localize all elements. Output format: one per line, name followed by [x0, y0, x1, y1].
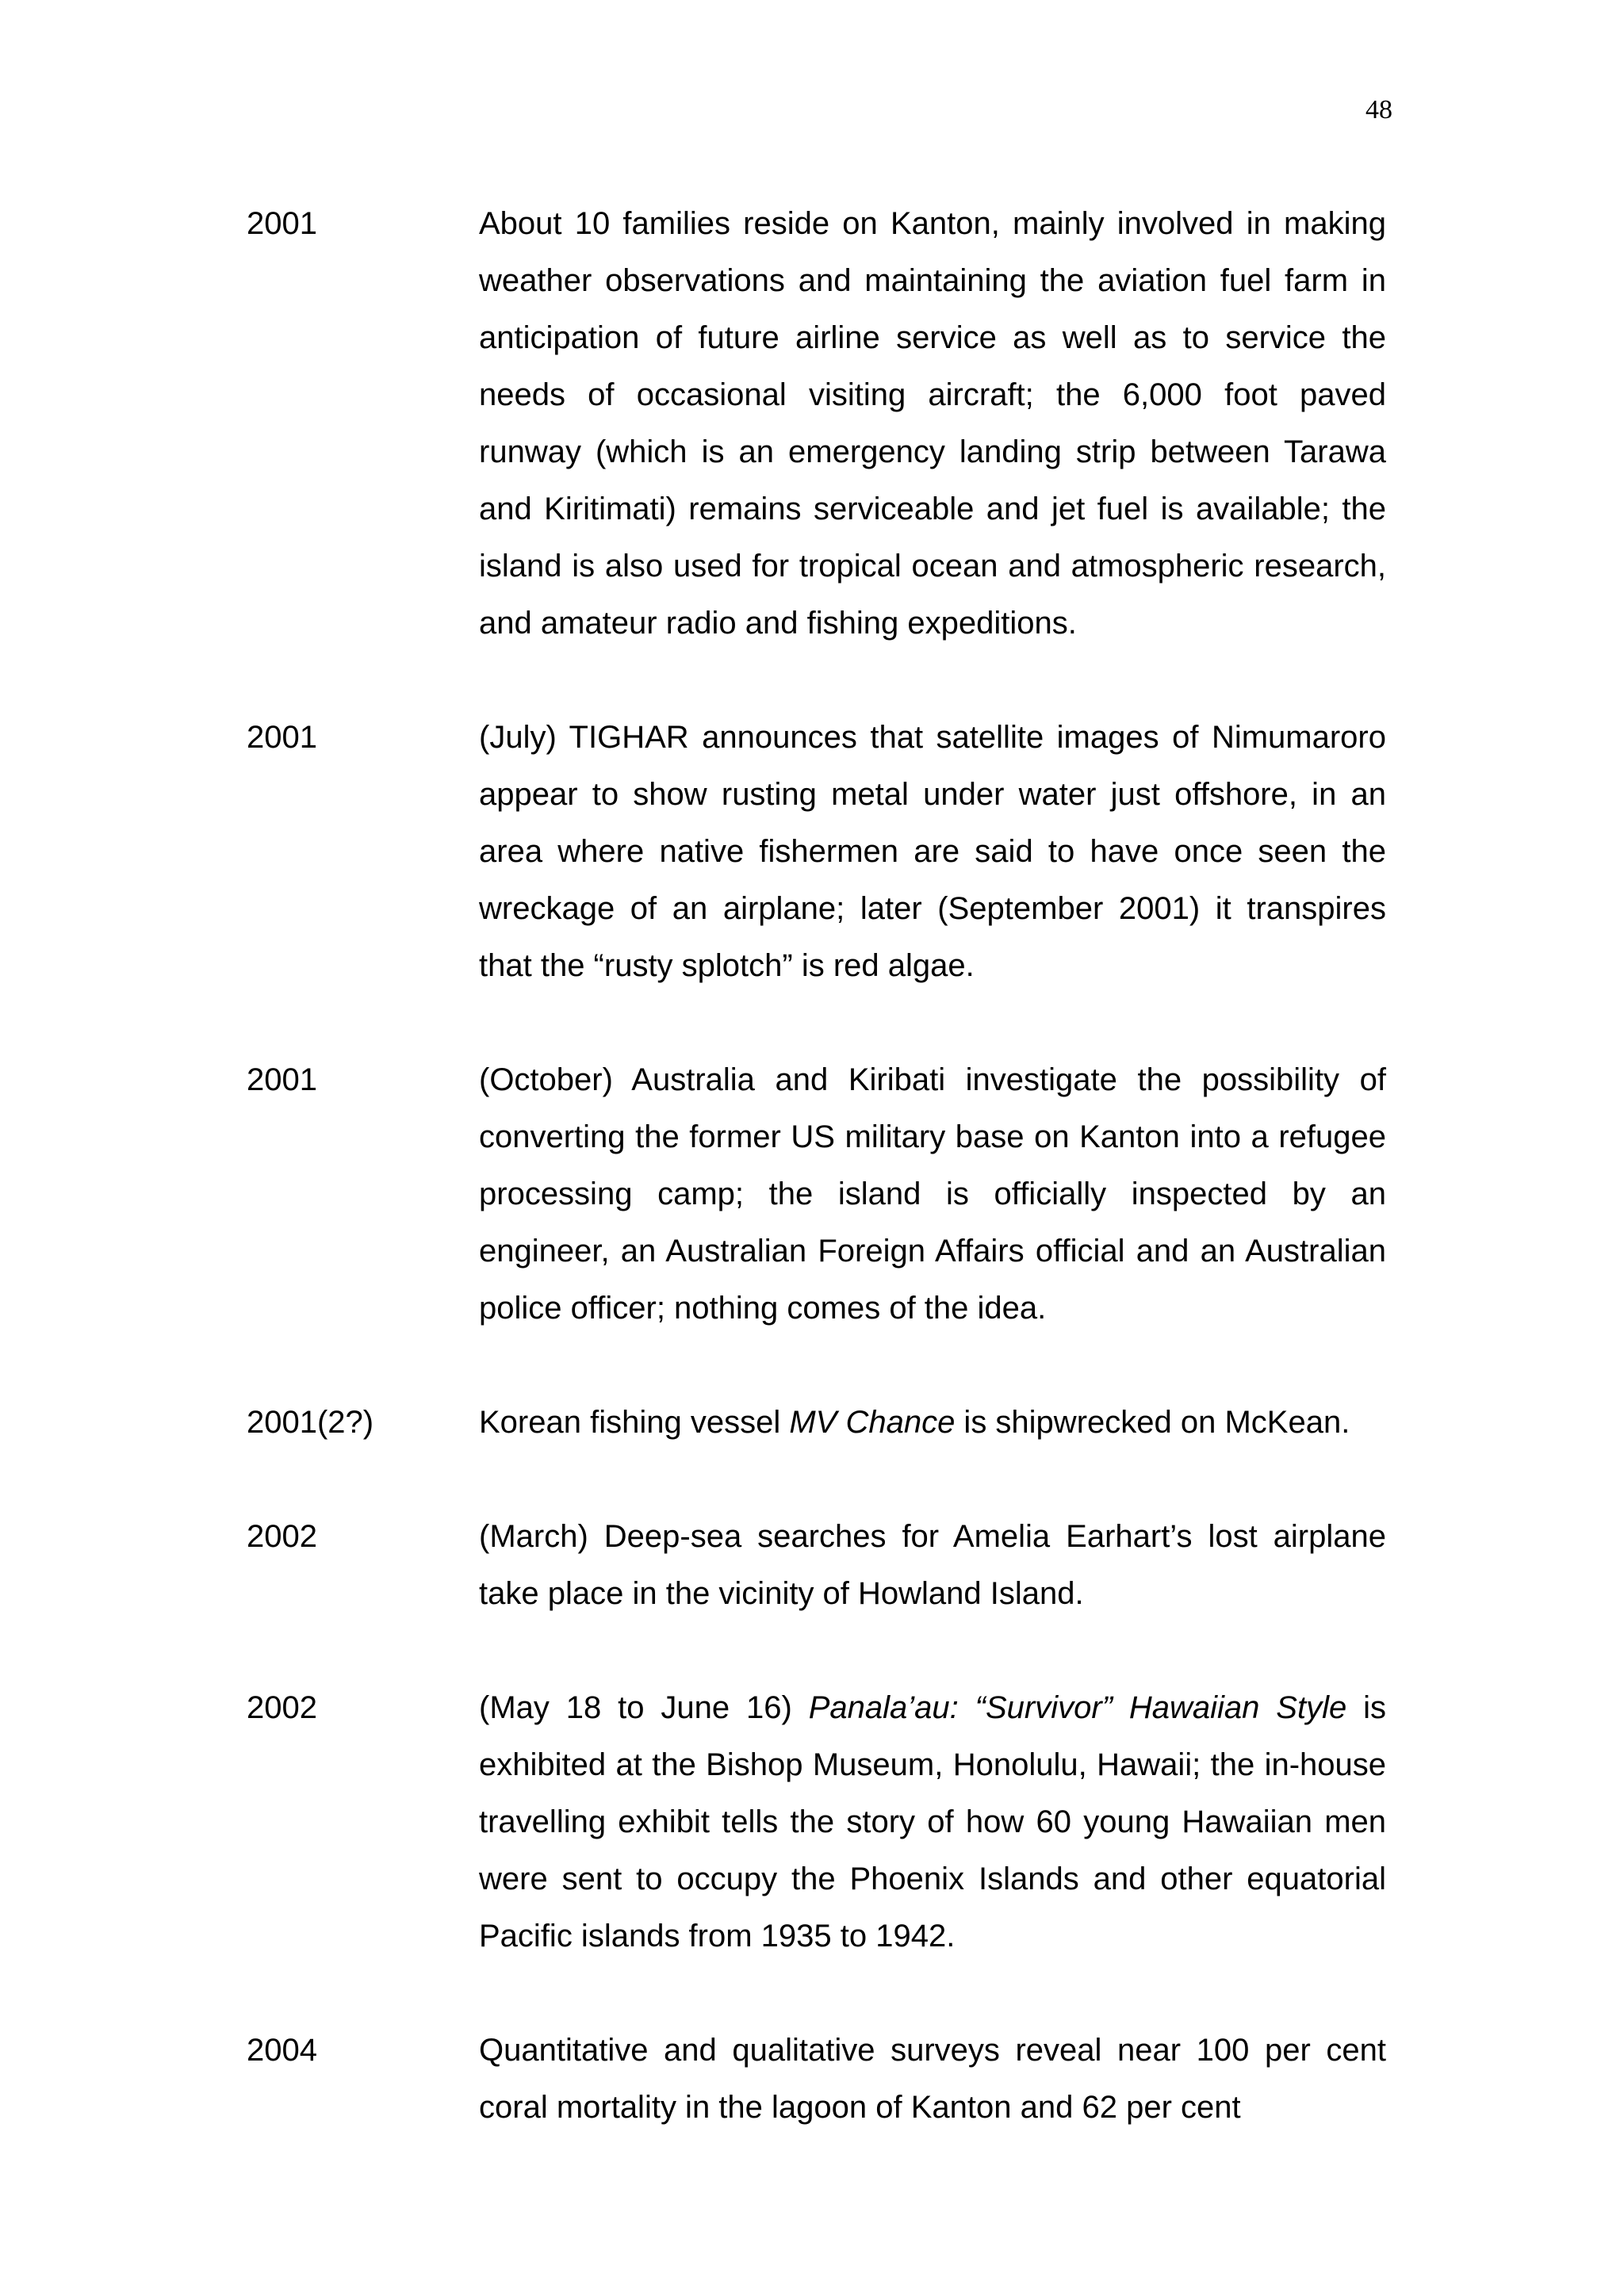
- entry-text: Quantitative and qualitative surveys reveal near 100 per cent coral mortality in the lagoon of Kanton and 62 per cent: [479, 2033, 1386, 2125]
- chronology-list: [247, 195, 1386, 2193]
- entry-year: 2002: [247, 1519, 317, 1554]
- chronology-entry: [247, 2022, 1386, 2136]
- page-number: 48: [1365, 95, 1392, 124]
- entry-text: [479, 1394, 1386, 1451]
- entry-text: (October) Australia and Kiribati investigate the possibility of converting the former US military base on Kanton into a refugee processing camp; the island is officially inspected by an engineer, an Australian Foreign Affairs official and an Australian police officer; nothing comes of the idea.: [479, 1062, 1386, 1326]
- entry-year: 2004: [247, 2033, 317, 2068]
- chronology-entry: [247, 195, 1386, 652]
- chronology-entry: [247, 709, 1386, 994]
- chronology-entry: [247, 1394, 1386, 1451]
- entry-year: 2002: [247, 1690, 317, 1725]
- entry-text-part: Korean fishing vessel: [479, 1405, 790, 1440]
- entry-text: [479, 1679, 1386, 1965]
- entry-text-part: is exhibited at the Bishop Museum, Honolulu, Hawaii; the in-house travelling exhibit tells the story of how 60 young Hawaiian men were sent to occupy the Phoenix Islands and other equatorial Pacific islands from 1935 to 1942.: [479, 1690, 1386, 1954]
- entry-year: 2001(2?): [247, 1405, 374, 1440]
- chronology-entry: [247, 1508, 1386, 1622]
- exhibition-title: Panala’au: “Survivor” Hawaiian Style: [808, 1690, 1347, 1725]
- entry-text: (July) TIGHAR announces that satellite images of Nimumaroro appear to show rusting metal under water just offshore, in an area where native fishermen are said to have once seen the wreckage of an airplane; later (September 2001) it transpires that the “rusty splotch” is red algae.: [479, 720, 1386, 983]
- chronology-entry: [247, 1679, 1386, 1965]
- entry-year: 2001: [247, 206, 317, 241]
- entry-year: 2001: [247, 720, 317, 755]
- entry-text-part: is shipwrecked on McKean.: [955, 1405, 1350, 1440]
- entry-text: About 10 families reside on Kanton, mainly involved in making weather observations and maintaining the aviation fuel farm in anticipation of future airline service as well as to service the needs of occasional visiting aircraft; the 6,000 foot paved runway (which is an emergency landing strip between Tarawa and Kiritimati) remains serviceable and jet fuel is available; the island is also used for tropical ocean and atmospheric research, and amateur radio and fishing expeditions.: [479, 206, 1386, 641]
- entry-text: (March) Deep-sea searches for Amelia Earhart’s lost airplane take place in the vicinity of Howland Island.: [479, 1519, 1386, 1611]
- chronology-entry: [247, 1051, 1386, 1337]
- entry-year: 2001: [247, 1062, 317, 1097]
- vessel-name: MV Chance: [789, 1405, 956, 1440]
- entry-text-part: (May 18 to June 16): [479, 1690, 809, 1725]
